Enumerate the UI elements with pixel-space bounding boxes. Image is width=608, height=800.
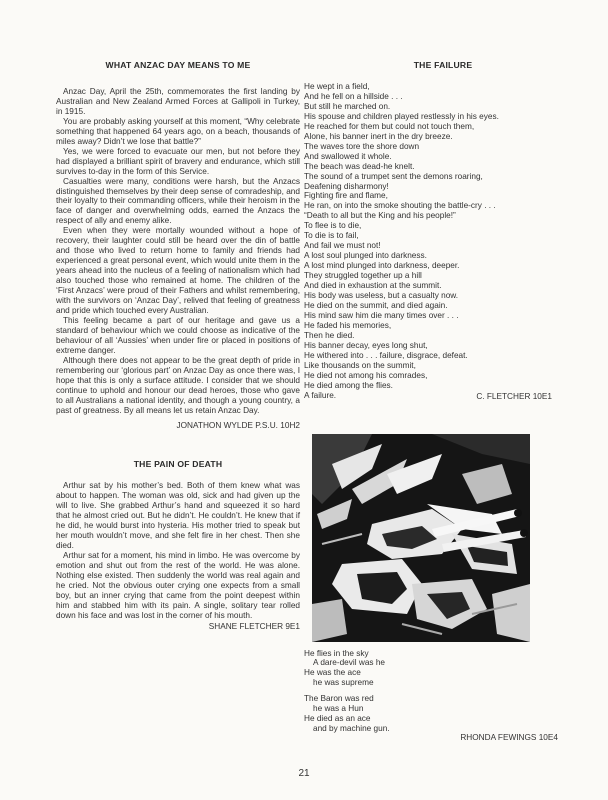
poem-line: “Death to all but the King and his people!”: [304, 211, 456, 221]
war-illustration: [312, 434, 530, 642]
poem-line: He died on the summit, and died again.: [304, 300, 448, 310]
anzac-article-body: [56, 87, 300, 415]
pain-author: SHANE FLETCHER 9E1: [208, 621, 300, 631]
poem-line: Like thousands on the summit,: [304, 360, 416, 370]
failure-author: C. FLETCHER 10E1: [476, 391, 552, 401]
anzac-author: JONATHON WYLDE P.S.U. 10H2: [176, 421, 300, 431]
pain-of-death-body: [56, 481, 300, 620]
anzac-article-title: WHAT ANZAC DAY MEANS TO ME: [105, 60, 251, 70]
poem-line: He died among the flies.: [304, 380, 393, 390]
poem-line: His banner decay, eyes long shut,: [304, 340, 428, 350]
poem-line: He died as an ace: [304, 714, 371, 724]
poem-line: But still he marched on.: [304, 101, 391, 111]
failure-poem-title: THE FAILURE: [413, 60, 473, 70]
poem-line: He died not among his comrades,: [304, 370, 428, 380]
poem-line: Then he died.: [304, 330, 355, 340]
anzac-paragraph: Yes, we were forced to evacuate our men, but not before they had displayed a brilliant spirit of bravery and endurance, which still survives to-day in the form of this Service.: [56, 146, 300, 176]
pain-paragraph: Arthur sat for a moment, his mind in limbo. He was overcome by emotion and shut out from the rest of the world. He was alone. Nothing else existed. Then suddenly the world was real again and he cried. Not the obvious outer crying one expects from a small boy, but an inner crying that came from the point deepest within him and stabbed him with its pain. A single, solitary tear rolled down his face and was lost in the corner of his mouth.: [56, 551, 300, 620]
poem-line: He reached for them but could not touch them,: [304, 121, 475, 131]
poem-line: And swallowed it whole.: [304, 151, 392, 161]
war-poem: [304, 649, 552, 735]
poem-line: he was a Hun: [313, 704, 364, 714]
poem-line: Deafening disharmony!: [304, 181, 389, 191]
poem-line: He flies in the sky: [304, 648, 369, 658]
failure-poem: [304, 82, 552, 401]
poem-line: The waves tore the shore down: [304, 141, 420, 151]
poem-line: And fail we must not!: [304, 241, 381, 251]
poem-line: and by machine gun.: [313, 724, 390, 734]
anzac-paragraph: Anzac Day, April the 25th, commemorates the first landing by Australian and New Zealand Armed Forces at Gallipoli in Turkey, in 1915.: [56, 87, 300, 116]
poem-line: A failure.: [304, 390, 337, 400]
poem-line: A lost mind plunged into darkness, deeper.: [304, 261, 460, 271]
poem-line: He was the ace: [304, 668, 361, 678]
anzac-paragraph: Although there does not appear to be the great depth of pride in remembering our ‘glorious part’ on Anzac Day as once there was, I hope that this is only a surface attitude. I consider that we should continue to uphold and honour our dead heroes, those who gave to all Australians a national identity, and though a young country, a past of greatness. By all means let us retain Anzac Day.: [56, 355, 300, 415]
poem-line: he was supreme: [313, 678, 374, 688]
poem-line: Alone, his banner inert in the dry breeze.: [304, 131, 453, 141]
page-number: 21: [298, 768, 310, 779]
poem-line: Fighting fire and flame,: [304, 191, 388, 201]
poem-line: His mind saw him die many times over . . .: [304, 310, 459, 320]
poem-line: And died in exhaustion at the summit.: [304, 281, 442, 291]
poem-line: He wept in a field,: [304, 82, 370, 91]
war-artwork-svg: [312, 434, 530, 642]
poem-line: A dare-devil was he: [313, 658, 385, 668]
poem-line: The sound of a trumpet sent the demons roaring,: [304, 171, 483, 181]
war-author: RHONDA FEWINGS 10E4: [460, 733, 558, 743]
poem-line: And he fell on a hillside . . .: [304, 91, 403, 101]
poem-line: His spouse and children played restlessly in his eyes.: [304, 111, 499, 121]
poem-line: He ran, on into the smoke shouting the battle-cry . . .: [304, 201, 496, 211]
poem-line: His body was useless, but a casualty now.: [304, 291, 459, 301]
poem-line: The beach was dead-he knelt.: [304, 161, 415, 171]
pain-of-death-title: THE PAIN OF DEATH: [133, 459, 223, 470]
anzac-paragraph: This feeling became a part of our heritage and gave us a standard of behaviour which we could choose as indicative of the behaviour of all ‘Aussies’ when under fire or placed in positions of extreme danger.: [56, 315, 300, 355]
poem-line: The Baron was red: [304, 694, 374, 704]
left-column: [56, 60, 300, 632]
poem-line: To die is to fail,: [304, 231, 359, 241]
anzac-paragraph: Casualties were many, conditions were harsh, but the Anzacs distinguished themselves by their deep sense of comradeship, and their loyalty to their commanding officers, while their heroism in the face of danger and overwhelming odds, earned the Anzacs the respect of ally and enemy alike.: [56, 176, 300, 226]
anzac-paragraph: You are probably asking yourself at this moment, “Why celebrate something that happened 64 years ago, on a beach, thousands of miles away? Didn’t we lose that battle?”: [56, 116, 300, 146]
poem-line: A lost soul plunged into darkness.: [304, 251, 427, 261]
poem-line: He faded his memories,: [304, 320, 392, 330]
anzac-paragraph: Even when they were mortally wounded without a hope of recovery, their laughter could still be heard over the din of battle and those who lived to return home to family and friends had experienced a great personal event, which would unite them in the years ahead into the nucleus of a feeling of nationalism which had also touched those who remained at home. The children of the ‘First Anzacs’ were proud of their Fathers and whilst remembering, with the survivors on ‘Anzac Day’, relived that feeling of greatness and pride which touched every Australian.: [56, 226, 300, 315]
poem-line: To flee is to die,: [304, 221, 362, 231]
pain-paragraph: Arthur sat by his mother’s bed. Both of them knew what was about to happen. The woman was old, sick and had given up the will to live. She grabbed Arthur’s hand and squeezed it so hard that he almost cried out. But he didn’t. He couldn’t. He knew that if he did, he would burst into hysteria. His mother tried to speak but her mouth wouldn’t move, and she felt fire in her chest. Then she died.: [56, 481, 300, 551]
poem-line: He withered into . . . failure, disgrace, defeat.: [304, 350, 468, 360]
poem-line: They struggled together up a hill: [304, 271, 422, 281]
